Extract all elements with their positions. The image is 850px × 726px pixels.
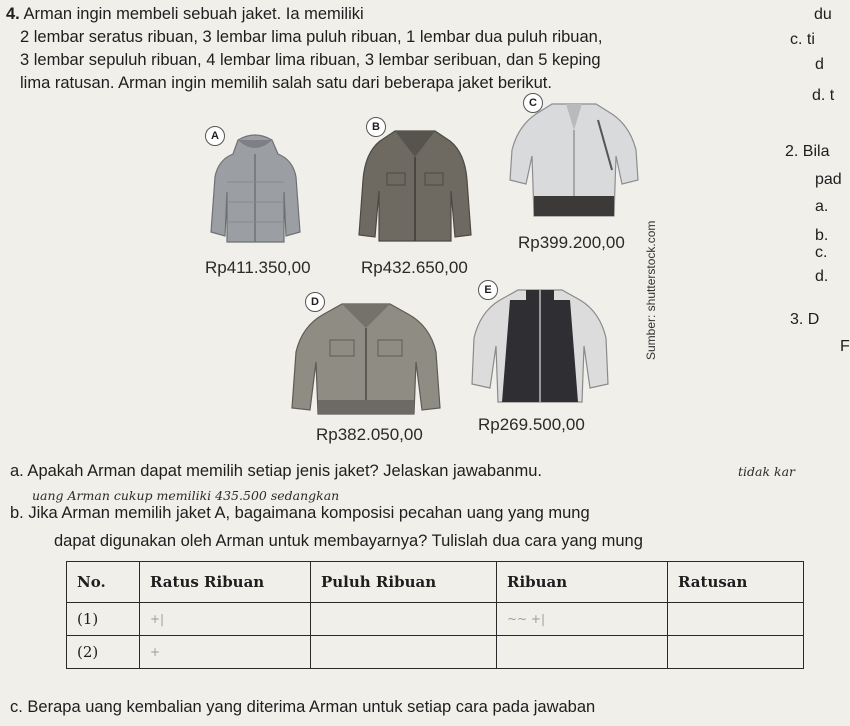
- right-col-item-5: 2. Bila: [785, 143, 830, 160]
- right-col-item-12: F: [840, 338, 850, 355]
- jacket-e-label: E: [478, 280, 498, 300]
- right-col-item-8: b.: [815, 227, 829, 244]
- problem-line-2: 2 lembar seratus ribuan, 3 lembar lima puluh ribuan, 1 lembar dua puluh ribuan,: [20, 28, 603, 46]
- denomination-table: [66, 561, 804, 669]
- problem-line-1-text: Arman ingin membeli sebuah jaket. Ia memiliki: [23, 5, 364, 23]
- row-1-ribuan[interactable]: ~~ +|: [497, 603, 668, 636]
- jacket-b-image: [355, 125, 475, 245]
- jacket-a-label: A: [205, 126, 225, 146]
- right-col-item-6: pad: [815, 171, 842, 188]
- jacket-d-price: Rp382.050,00: [316, 425, 423, 444]
- col-header-ratusan: Ratusan: [668, 562, 804, 603]
- right-col-item-1: du: [814, 6, 832, 23]
- jacket-a-price: Rp411.350,00: [205, 258, 311, 277]
- row-1-ratus-ribuan[interactable]: +|: [140, 603, 311, 636]
- problem-number: 4.: [6, 5, 20, 23]
- jacket-e-image: [470, 288, 610, 406]
- answer-b-handwriting: uang Arman cukup memiliki 435.500 sedangkan: [32, 488, 340, 503]
- jacket-b-label: B: [366, 117, 386, 137]
- right-col-item-9: c.: [815, 244, 828, 261]
- right-col-item-4: d. t: [812, 87, 835, 104]
- table-header-row: [67, 562, 804, 603]
- right-col-item-11: 3. D: [790, 311, 820, 328]
- jacket-c-price: Rp399.200,00: [518, 233, 625, 252]
- row-2-ribuan[interactable]: [497, 636, 668, 669]
- table-row: [67, 603, 804, 636]
- jacket-d-label: D: [305, 292, 325, 312]
- jacket-e-price: Rp269.500,00: [478, 415, 585, 434]
- right-col-item-10: d.: [815, 268, 829, 285]
- jacket-c-image: [508, 100, 640, 218]
- right-col-item-7: a.: [815, 198, 829, 215]
- answer-a-handwriting: tidak kar: [738, 464, 796, 479]
- problem-text: [6, 3, 602, 95]
- image-source: Sumber: shutterstock.com: [644, 220, 658, 360]
- row-1-ratusan[interactable]: [668, 603, 804, 636]
- row-2-ratusan[interactable]: [668, 636, 804, 669]
- row-1-puluh-ribuan[interactable]: [311, 603, 497, 636]
- row-1-no: (1): [67, 603, 140, 636]
- question-b-continued: dapat digunakan oleh Arman untuk membayarnya? Tulislah dua cara yang mung: [54, 532, 643, 550]
- row-2-ratus-ribuan[interactable]: +: [140, 636, 311, 669]
- problem-line-1: [6, 3, 602, 26]
- question-b: b. Jika Arman memilih jaket A, bagaimana komposisi pecahan uang yang mung: [10, 504, 590, 522]
- right-col-item-3: d: [815, 56, 824, 73]
- jacket-a-image: [208, 132, 303, 244]
- jacket-b-price: Rp432.650,00: [361, 258, 468, 277]
- problem-line-3: 3 lembar sepuluh ribuan, 4 lembar lima ribuan, 3 lembar seribuan, dan 5 keping: [20, 51, 601, 69]
- question-a: a. Apakah Arman dapat memilih setiap jenis jaket? Jelaskan jawabanmu.: [10, 462, 542, 480]
- right-col-item-2: c. ti: [790, 31, 815, 48]
- col-header-no: No.: [67, 562, 140, 603]
- col-header-ratus-ribuan: Ratus Ribuan: [140, 562, 311, 603]
- question-c: c. Berapa uang kembalian yang diterima Arman untuk setiap cara pada jawaban: [10, 698, 596, 716]
- jacket-c-label: C: [523, 93, 543, 113]
- col-header-ribuan: Ribuan: [497, 562, 668, 603]
- col-header-puluh-ribuan: Puluh Ribuan: [311, 562, 497, 603]
- row-2-no: (2): [67, 636, 140, 669]
- problem-line-4: lima ratusan. Arman ingin memilih salah satu dari beberapa jaket berikut.: [20, 74, 552, 92]
- jacket-d-image: [290, 300, 442, 418]
- row-2-puluh-ribuan[interactable]: [311, 636, 497, 669]
- table-row: [67, 636, 804, 669]
